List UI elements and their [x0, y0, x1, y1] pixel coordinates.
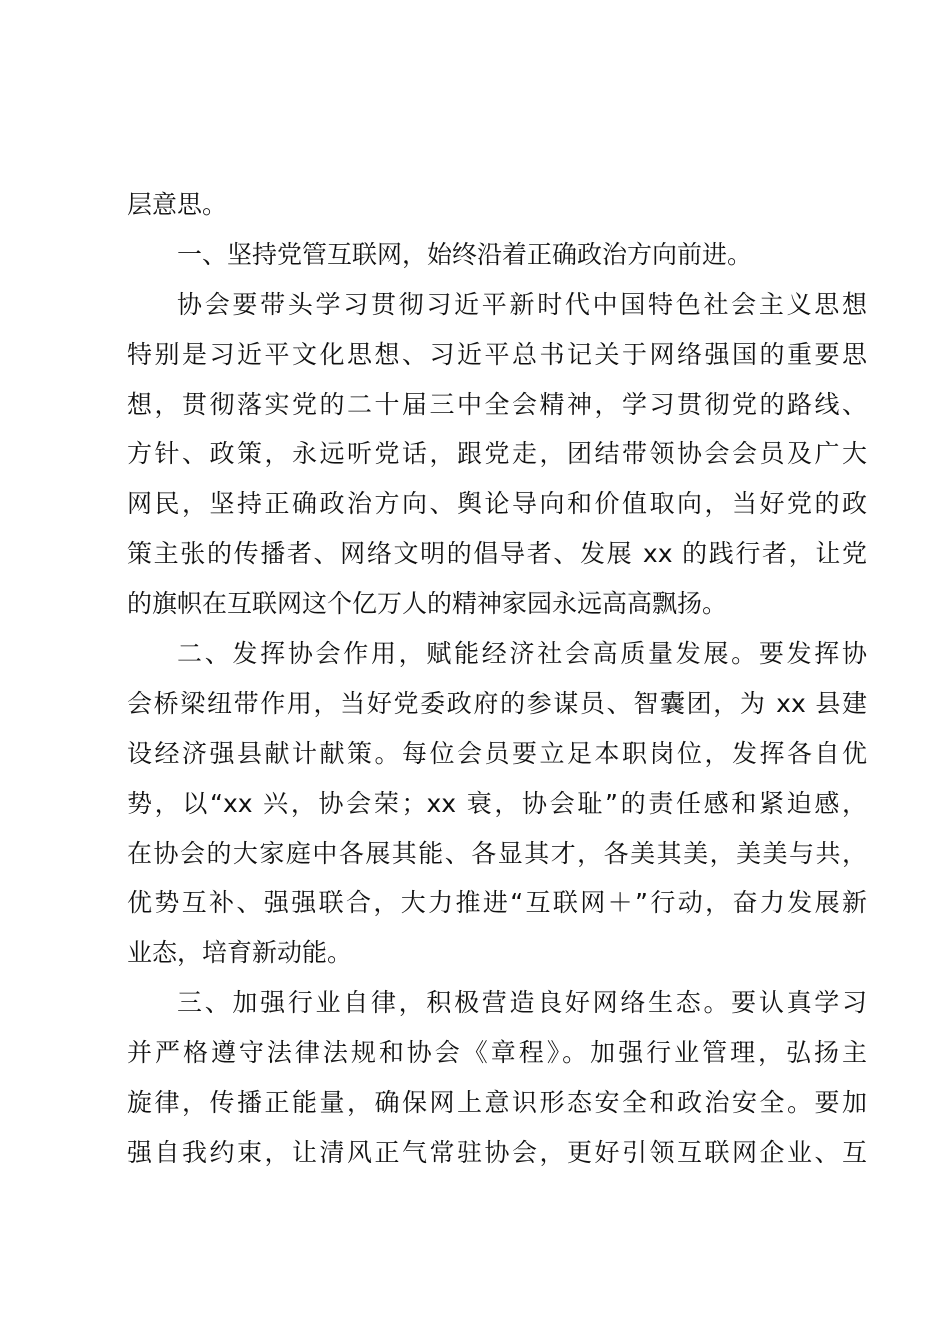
- section-heading-1: 一、坚持党管互联网，始终沿着正确政治方向前进。: [177, 239, 753, 269]
- paragraph-line: 势，以“xx 兴，协会荣；xx 衰，协会耻”的责任感和紧迫感，: [127, 788, 867, 818]
- paragraph-line: 方针、政策，永远听党话，跟党走，团结带领协会会员及广大: [127, 439, 867, 469]
- paragraph-line: 业态，培育新动能。: [127, 938, 353, 968]
- paragraph-line: 特别是习近平文化思想、习近平总书记关于网络强国的重要思: [127, 339, 867, 369]
- paragraph-line: 强自我约束，让清风正气常驻协会，更好引领互联网企业、互: [127, 1137, 867, 1167]
- paragraph-line: 旋律，传播正能量，确保网上意识形态安全和政治安全。要加: [127, 1088, 867, 1118]
- paragraph-line: 想，贯彻落实党的二十届三中全会精神，学习贯彻党的路线、: [127, 389, 867, 419]
- section-heading-2: 二、发挥协会作用，赋能经济社会高质量发展。要发挥协: [177, 639, 867, 669]
- paragraph-line: 优势互补、强强联合，大力推进“互联网＋”行动，奋力发展新: [127, 888, 867, 918]
- paragraph-line: 层意思。: [127, 190, 228, 219]
- paragraph-line: 会桥梁纽带作用，当好党委政府的参谋员、智囊团，为 xx 县建: [127, 688, 867, 718]
- paragraph-line: 策主张的传播者、网络文明的倡导者、发展 xx 的践行者，让党: [127, 539, 867, 569]
- paragraph-line: 协会要带头学习贯彻习近平新时代中国特色社会主义思想: [177, 289, 867, 319]
- section-heading-3: 三、加强行业自律，积极营造良好网络生态。要认真学习: [177, 988, 867, 1018]
- paragraph-line: 设经济强县献计献策。每位会员要立足本职岗位，发挥各自优: [127, 738, 867, 768]
- paragraph-line: 并严格遵守法律法规和协会《章程》。加强行业管理，弘扬主: [127, 1038, 867, 1068]
- paragraph-line: 网民，坚持正确政治方向、舆论导向和价值取向，当好党的政: [127, 489, 867, 519]
- paragraph-line: 的旗帜在互联网这个亿万人的精神家园永远高高飘扬。: [127, 589, 728, 619]
- paragraph-line: 在协会的大家庭中各展其能、各显其才，各美其美，美美与共，: [127, 838, 867, 868]
- document-body: [127, 180, 867, 1178]
